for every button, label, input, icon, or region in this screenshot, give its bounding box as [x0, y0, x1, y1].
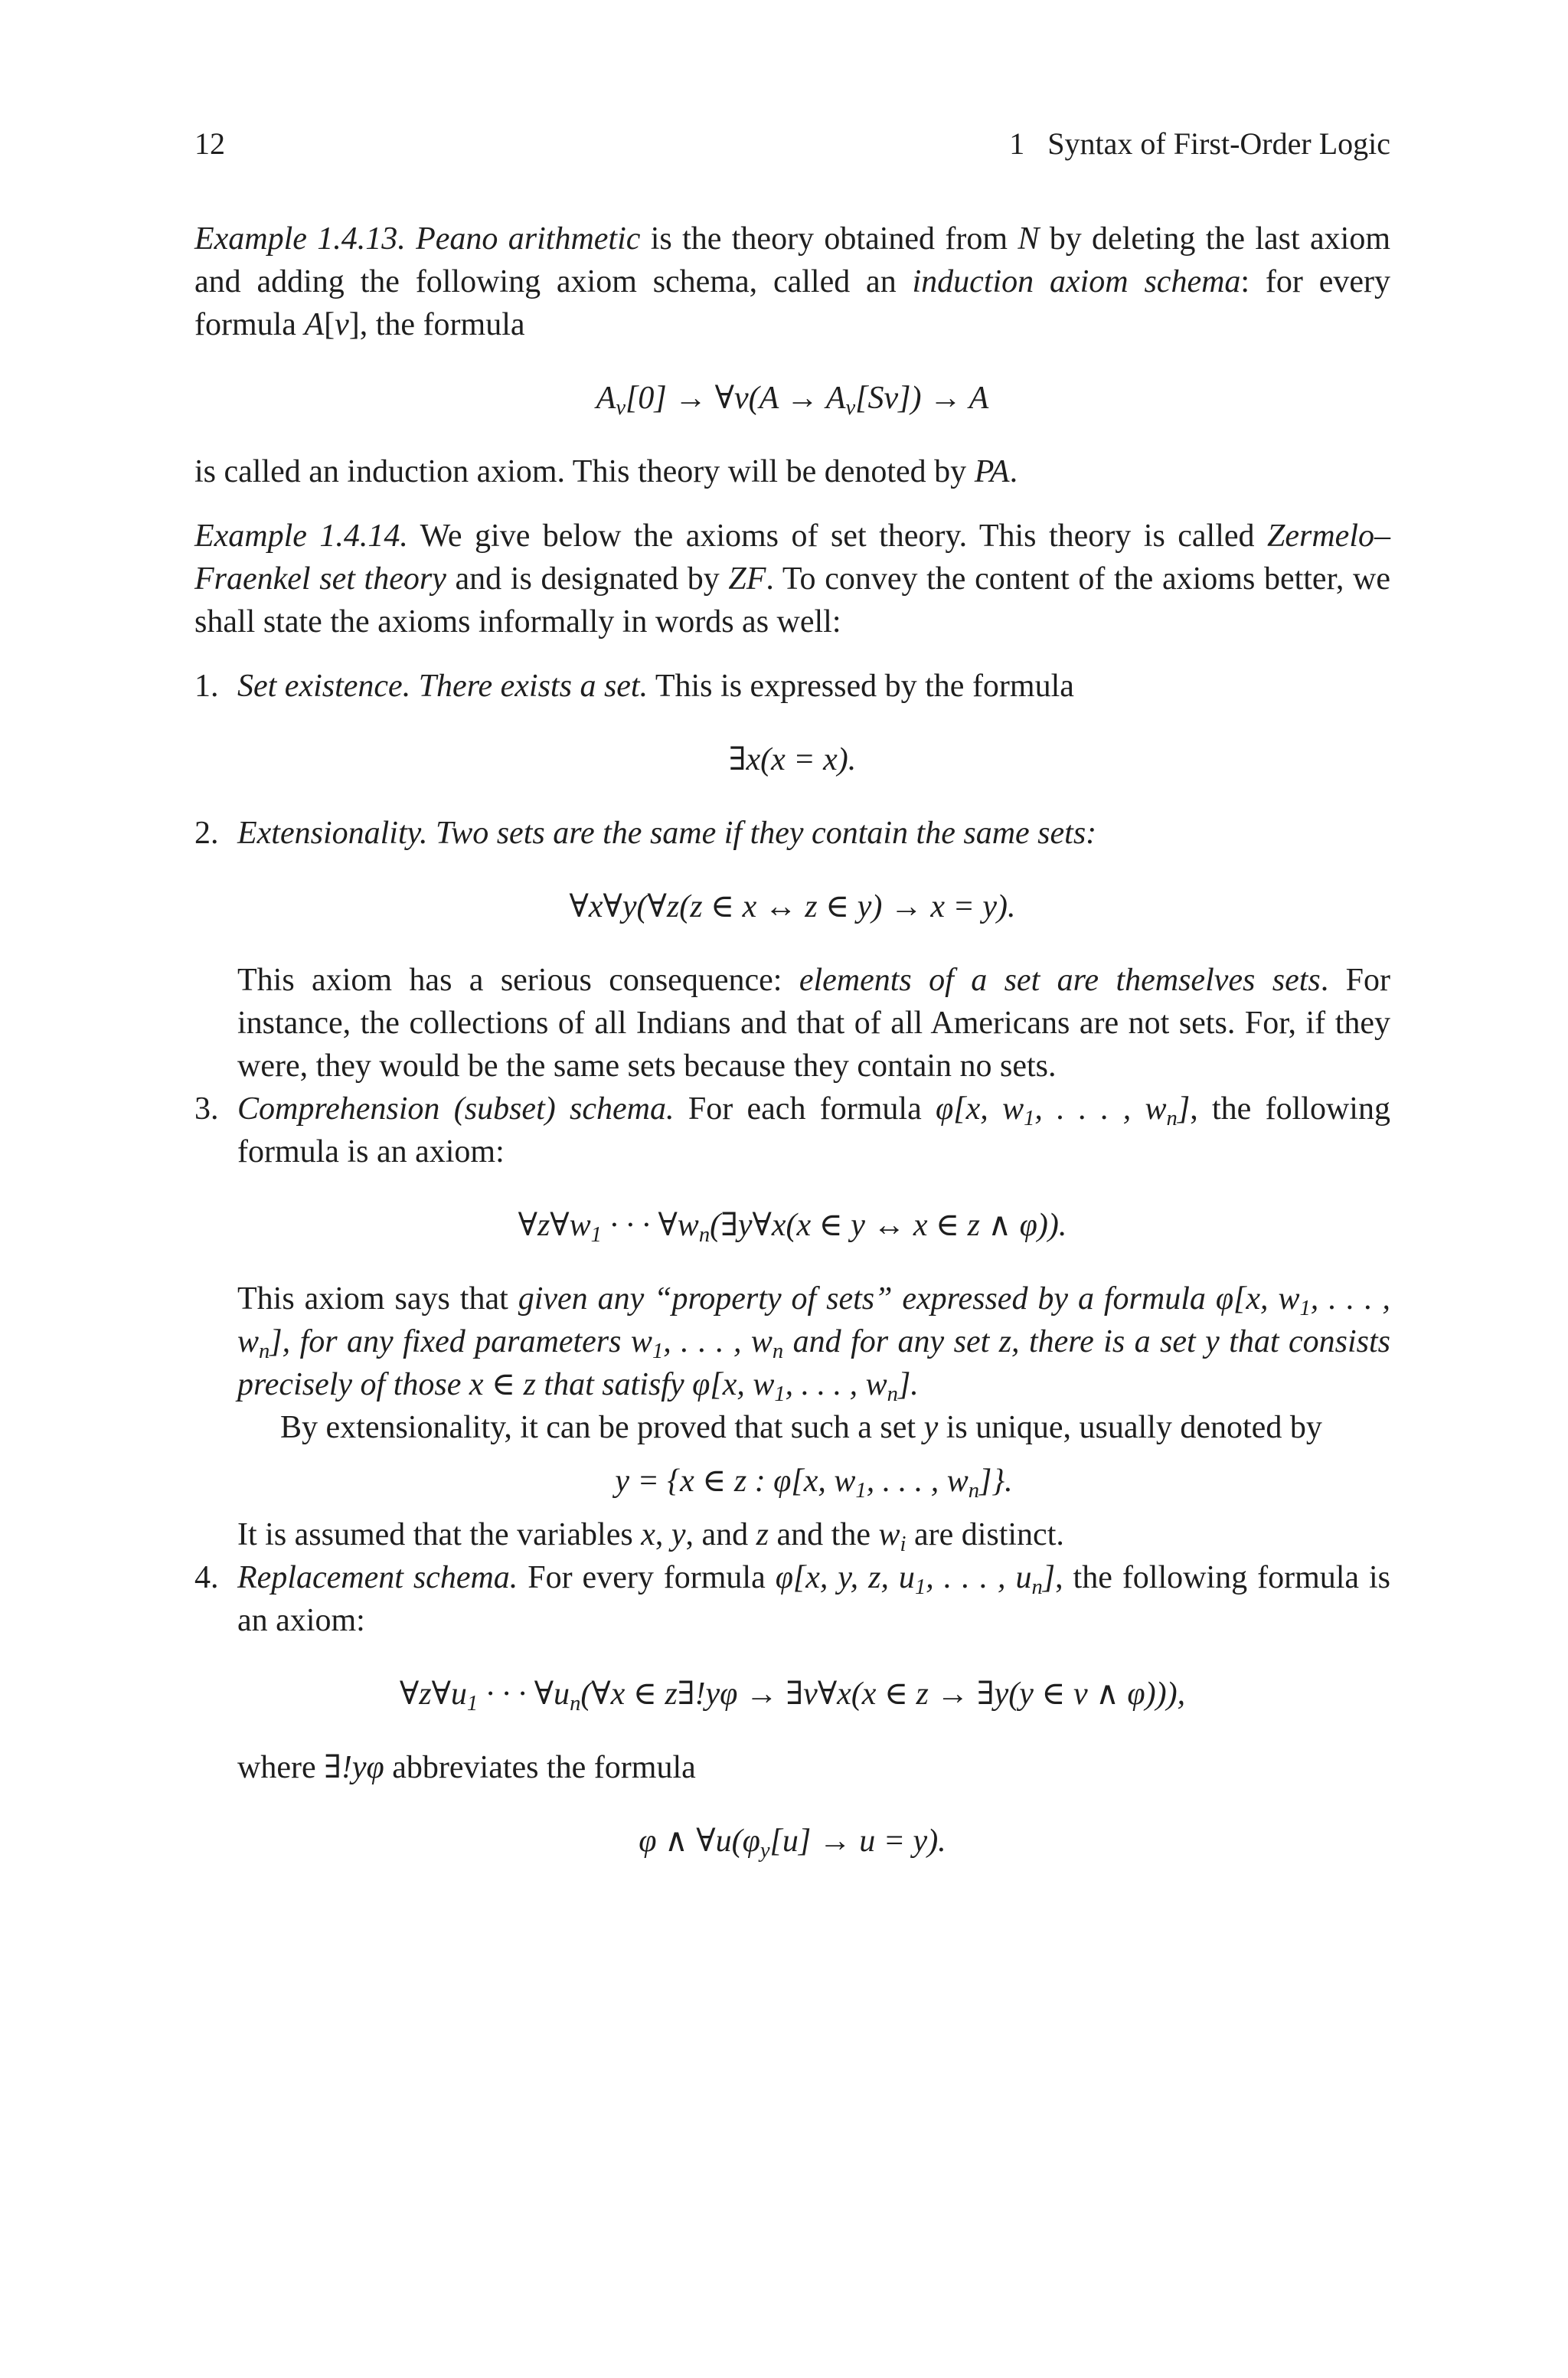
axiom-title: Replacement schema.	[237, 1560, 518, 1595]
example-label: Example 1.4.14.	[194, 518, 408, 554]
replacement-formula: $\forall z\forall u_1$ · · · $\forall u_n(\forall x$ ∈ z∃!yφ → ∃v∀x(x ∈ z → ∃y(y ∈ v ∧ φ))),	[399, 1676, 1186, 1716]
axiom-item-2	[194, 812, 1390, 855]
induction-axiom-formula: $A_v[0]$ → ∀v(A → $A_v[Sv]) \to A$	[596, 381, 989, 420]
axiom-item-3: 3. Comprehension (subset) schema. For each formula φ[x, $w_1$, . . . , $w_n$], the following formula is an axiom:	[194, 1088, 1390, 1173]
item-number: 4.	[194, 1560, 219, 1595]
comprehension-comment: This axiom says that given any “property of sets” expressed by a formula φ[x, $w_1$, . . . , $w_n$], for any fixed parameters $w_1$, . . . , $w_n$ and for any set z, there is a set y that consists precisely of those x ∈ z that satisfy φ[x, $w_1$, . . . , $w_n$]. By extensionality, it can be proved that such a set y is unique, usually denoted by y = {x ∈ z : φ[x, $w_1$, . . . , $w_n$]}. It is assumed that the variables x, y, and z and the $w_i$ are distinct.	[237, 1281, 1391, 1556]
set-builder-formula: y = {x ∈ z : φ[x, $w_1$, . . . , $w_n$]}.	[615, 1464, 1013, 1503]
book-page	[194, 0, 1390, 2378]
term-peano-arithmetic: Peano arithmetic	[416, 221, 641, 257]
example-1-4-13: Example 1.4.13. Peano arithmetic is the theory obtained from N by deleting the last axiom and adding the following axiom schema, called an induction axiom schema: for every formula A[v], the formula	[194, 221, 1390, 342]
axiom-item-4: 4. Replacement schema. For every formula φ[x, y, z, $u_1$, . . . , $u_n$], the following formula is an axiom:	[194, 1556, 1390, 1642]
example-label: Example 1.4.13.	[194, 221, 406, 257]
axiom-item-1: 1. Set existence. There exists a set. This is expressed by the formula	[194, 665, 1390, 708]
page-header	[194, 123, 1390, 165]
unique-existence-formula: φ ∧ $\forall u(\varphi_y[u] \to u = y)$.	[639, 1824, 946, 1863]
replacement-comment: where ∃!yφ abbreviates the formula	[237, 1750, 696, 1785]
comprehension-formula: $\forall z\forall w_1$ · · · $\forall w_n(\exists y\forall x(x$ ∈ y ↔ x ∈ z ∧ φ)).	[518, 1208, 1067, 1247]
running-head: 1 Syntax of First-Order Logic	[1009, 126, 1390, 161]
set-existence-formula: ∃x(x = x).	[728, 742, 857, 777]
example-1-4-14: Example 1.4.14. We give below the axioms of set theory. This theory is called Zermelo–Fraenkel set theory and is designated by ZF. To convey the content of the axioms better, we shall state the axioms informally in words as well:	[194, 518, 1391, 639]
example-1-4-13-conclusion: is called an induction axiom. This theory will be denoted by PA.	[194, 454, 1018, 489]
page-body	[194, 218, 1390, 1893]
item-number: 3.	[194, 1091, 219, 1127]
item-number: 1.	[194, 669, 219, 704]
term-induction-axiom-schema: induction axiom schema	[912, 264, 1241, 299]
axiom-title: Extensionality. Two sets are the same if they contain the same sets:	[237, 816, 1097, 851]
page-number: 12	[194, 126, 225, 161]
extensionality-comment: This axiom has a serious consequence: elements of a set are themselves sets. For instance, the collections of all Indians and that of all Americans are not sets. For, if they were, they would be the same sets because they contain no sets.	[237, 963, 1390, 1084]
axiom-title: Comprehension (subset) schema.	[237, 1091, 675, 1127]
item-number: 2.	[194, 816, 219, 851]
extensionality-formula: ∀x∀y(∀z(z ∈ x ↔ z ∈ y) → x = y).	[569, 889, 1016, 924]
term-zf-set-theory: Zermelo–Fraenkel set theory	[194, 518, 1390, 597]
axiom-title: Set existence. There exists a set.	[237, 669, 648, 704]
